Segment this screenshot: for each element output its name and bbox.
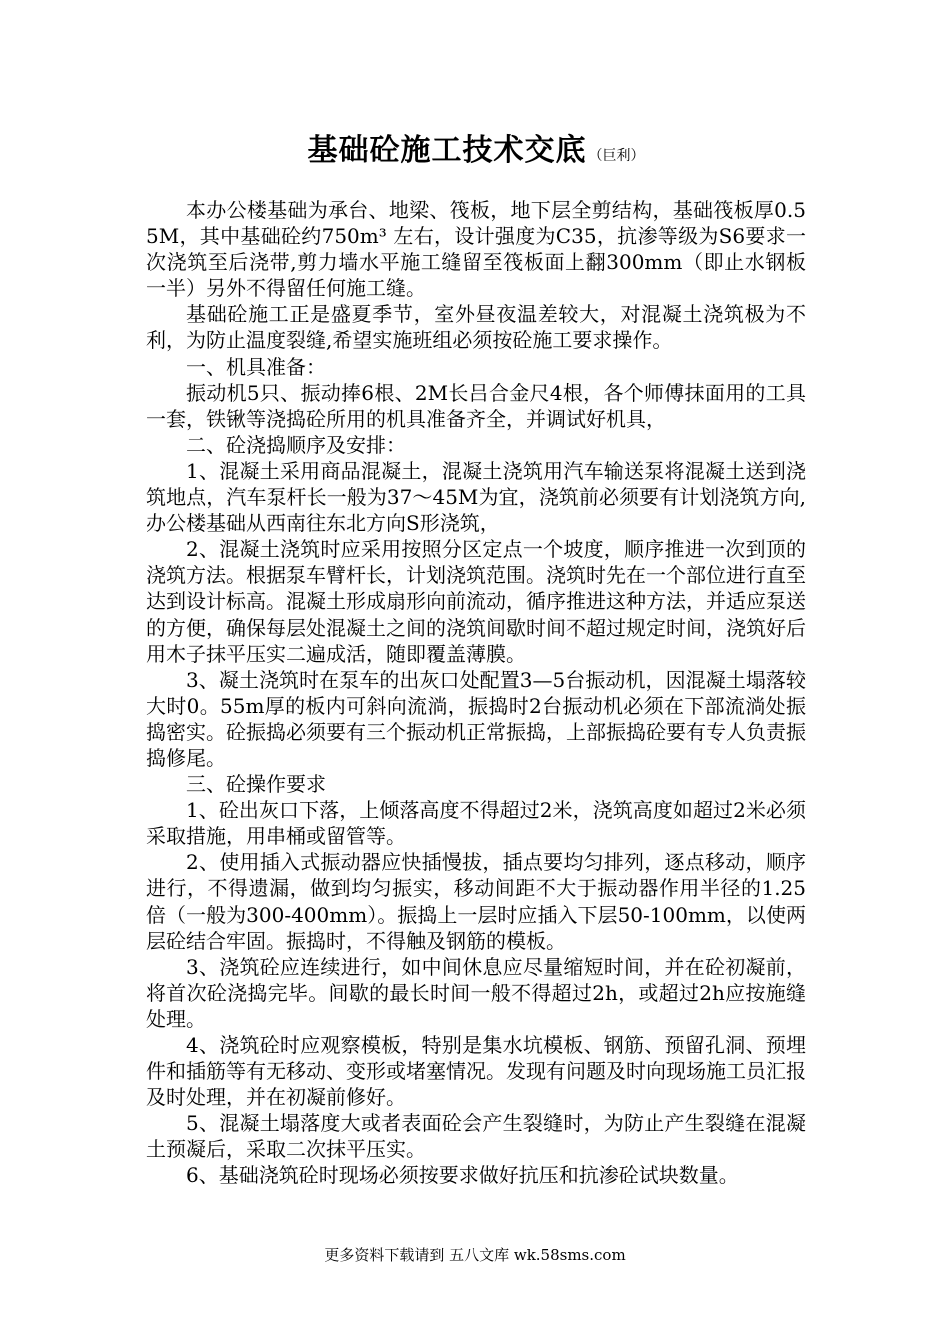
paragraph-overview: 本办公楼基础为承台、地梁、筏板，地下层全剪结构，基础筏板厚0.55M，其中基础砼约750m³ 左右，设计强度为C35，抗渗等级为S6要求一次浇筑至后浇带,剪力墙水平施工缝留至筏板面上翻300mm（即止水钢板一半）另外不得留任何施工缝。 — [146, 198, 806, 301]
paragraph-requirement-3: 3、浇筑砼应连续进行，如中间休息应尽量缩短时间，并在砼初凝前，将首次砼浇捣完毕。间歇的最长时间一般不得超过2h，或超过2h应按施缝处理。 — [146, 954, 806, 1031]
paragraph-equipment: 振动机5只、振动捧6根、2M长吕合金尺4根，各个师傅抹面用的工具一套，铁锹等浇捣砼所用的机具准备齐全，并调试好机具， — [146, 380, 806, 431]
document-body — [146, 197, 806, 1189]
document-page — [146, 130, 806, 1189]
paragraph-pouring-2: 2、混凝土浇筑时应采用按照分区定点一个坡度，顺序推进一次到顶的浇筑方法。根据泵车臂杆长，计划浇筑范围。浇筑时先在一个部位进行直至达到设计标高。混凝土形成扇形向前流动，循序推进这种方法，并适应泵送的方便，确保每层处混凝土之间的浇筑间歇时间不超过规定时间，浇筑好后用木子抹平压实二遍成活，随即覆盖薄膜。 — [146, 537, 806, 666]
paragraph-requirement-6: 6、基础浇筑砼时现场必须按要求做好抗压和抗渗砼试块数量。 — [186, 1163, 739, 1188]
paragraph-requirement-5: 5、混凝土塌落度大或者表面砼会产生裂缝时，为防止产生裂缝在混凝土预凝后，采取二次抹平压实。 — [146, 1111, 806, 1162]
paragraph-requirement-1: 1、砼出灰口下落，上倾落高度不得超过2米，浇筑高度如超过2米必须采取措施，用串桶或留管等。 — [146, 798, 806, 849]
paragraph-pouring-3: 3、凝土浇筑时在泵车的出灰口处配置3—5台振动机，因混凝土塌落较大时0。55m厚的板内可斜向流淌，振捣时2台振动机必须在下部流淌处振捣密实。砼振捣必须要有三个振动机正常振捣，上部振捣砼要有专人负责振捣修尾。 — [146, 667, 806, 770]
page-subtitle: （巨利） — [588, 148, 645, 164]
heading-operation-requirements: 三、砼操作要求 — [186, 772, 326, 797]
paragraph-season-note: 基础砼施工正是盛夏季节，室外昼夜温差较大，对混凝土浇筑极为不利，为防止温度裂缝,希望实施班组必须按砼施工要求操作。 — [146, 302, 806, 353]
paragraph-requirement-2: 2、使用插入式振动器应快插慢拔，插点要均匀排列，逐点移动，顺序进行，不得遗漏，做到均匀振实，移动间距不大于振动器作用半径的1.25倍（一般为300-400mm）。振捣上一层时应插入下层50-100mm，以使两层砼结合牢固。振捣时，不得触及钢筋的模板。 — [146, 850, 806, 953]
paragraph-requirement-4: 4、浇筑砼时应观察模板，特别是集水坑模板、钢筋、预留孔洞、预埋件和插筋等有无移动、变形或堵塞情况。发现有问题及时向现场施工员汇报及时处理，并在初凝前修好。 — [146, 1033, 806, 1110]
page-title: 基础砼施工技术交底 — [307, 133, 587, 168]
paragraph-pouring-1: 1、混凝土采用商品混凝土，混凝土浇筑用汽车输送泵将混凝土送到浇筑地点，汽车泵杆长一般为37～45M为宜，浇筑前必须要有计划浇筑方向,办公楼基础从西南往东北方向S形浇筑， — [146, 458, 806, 536]
footer-download-note: 更多资料下载请到 五八文库 wk.58sms.com — [324, 1246, 626, 1264]
title-row — [146, 130, 806, 177]
heading-equipment: 一、机具准备： — [186, 354, 326, 379]
heading-pouring-order: 二、砼浇捣顺序及安排： — [186, 432, 406, 457]
